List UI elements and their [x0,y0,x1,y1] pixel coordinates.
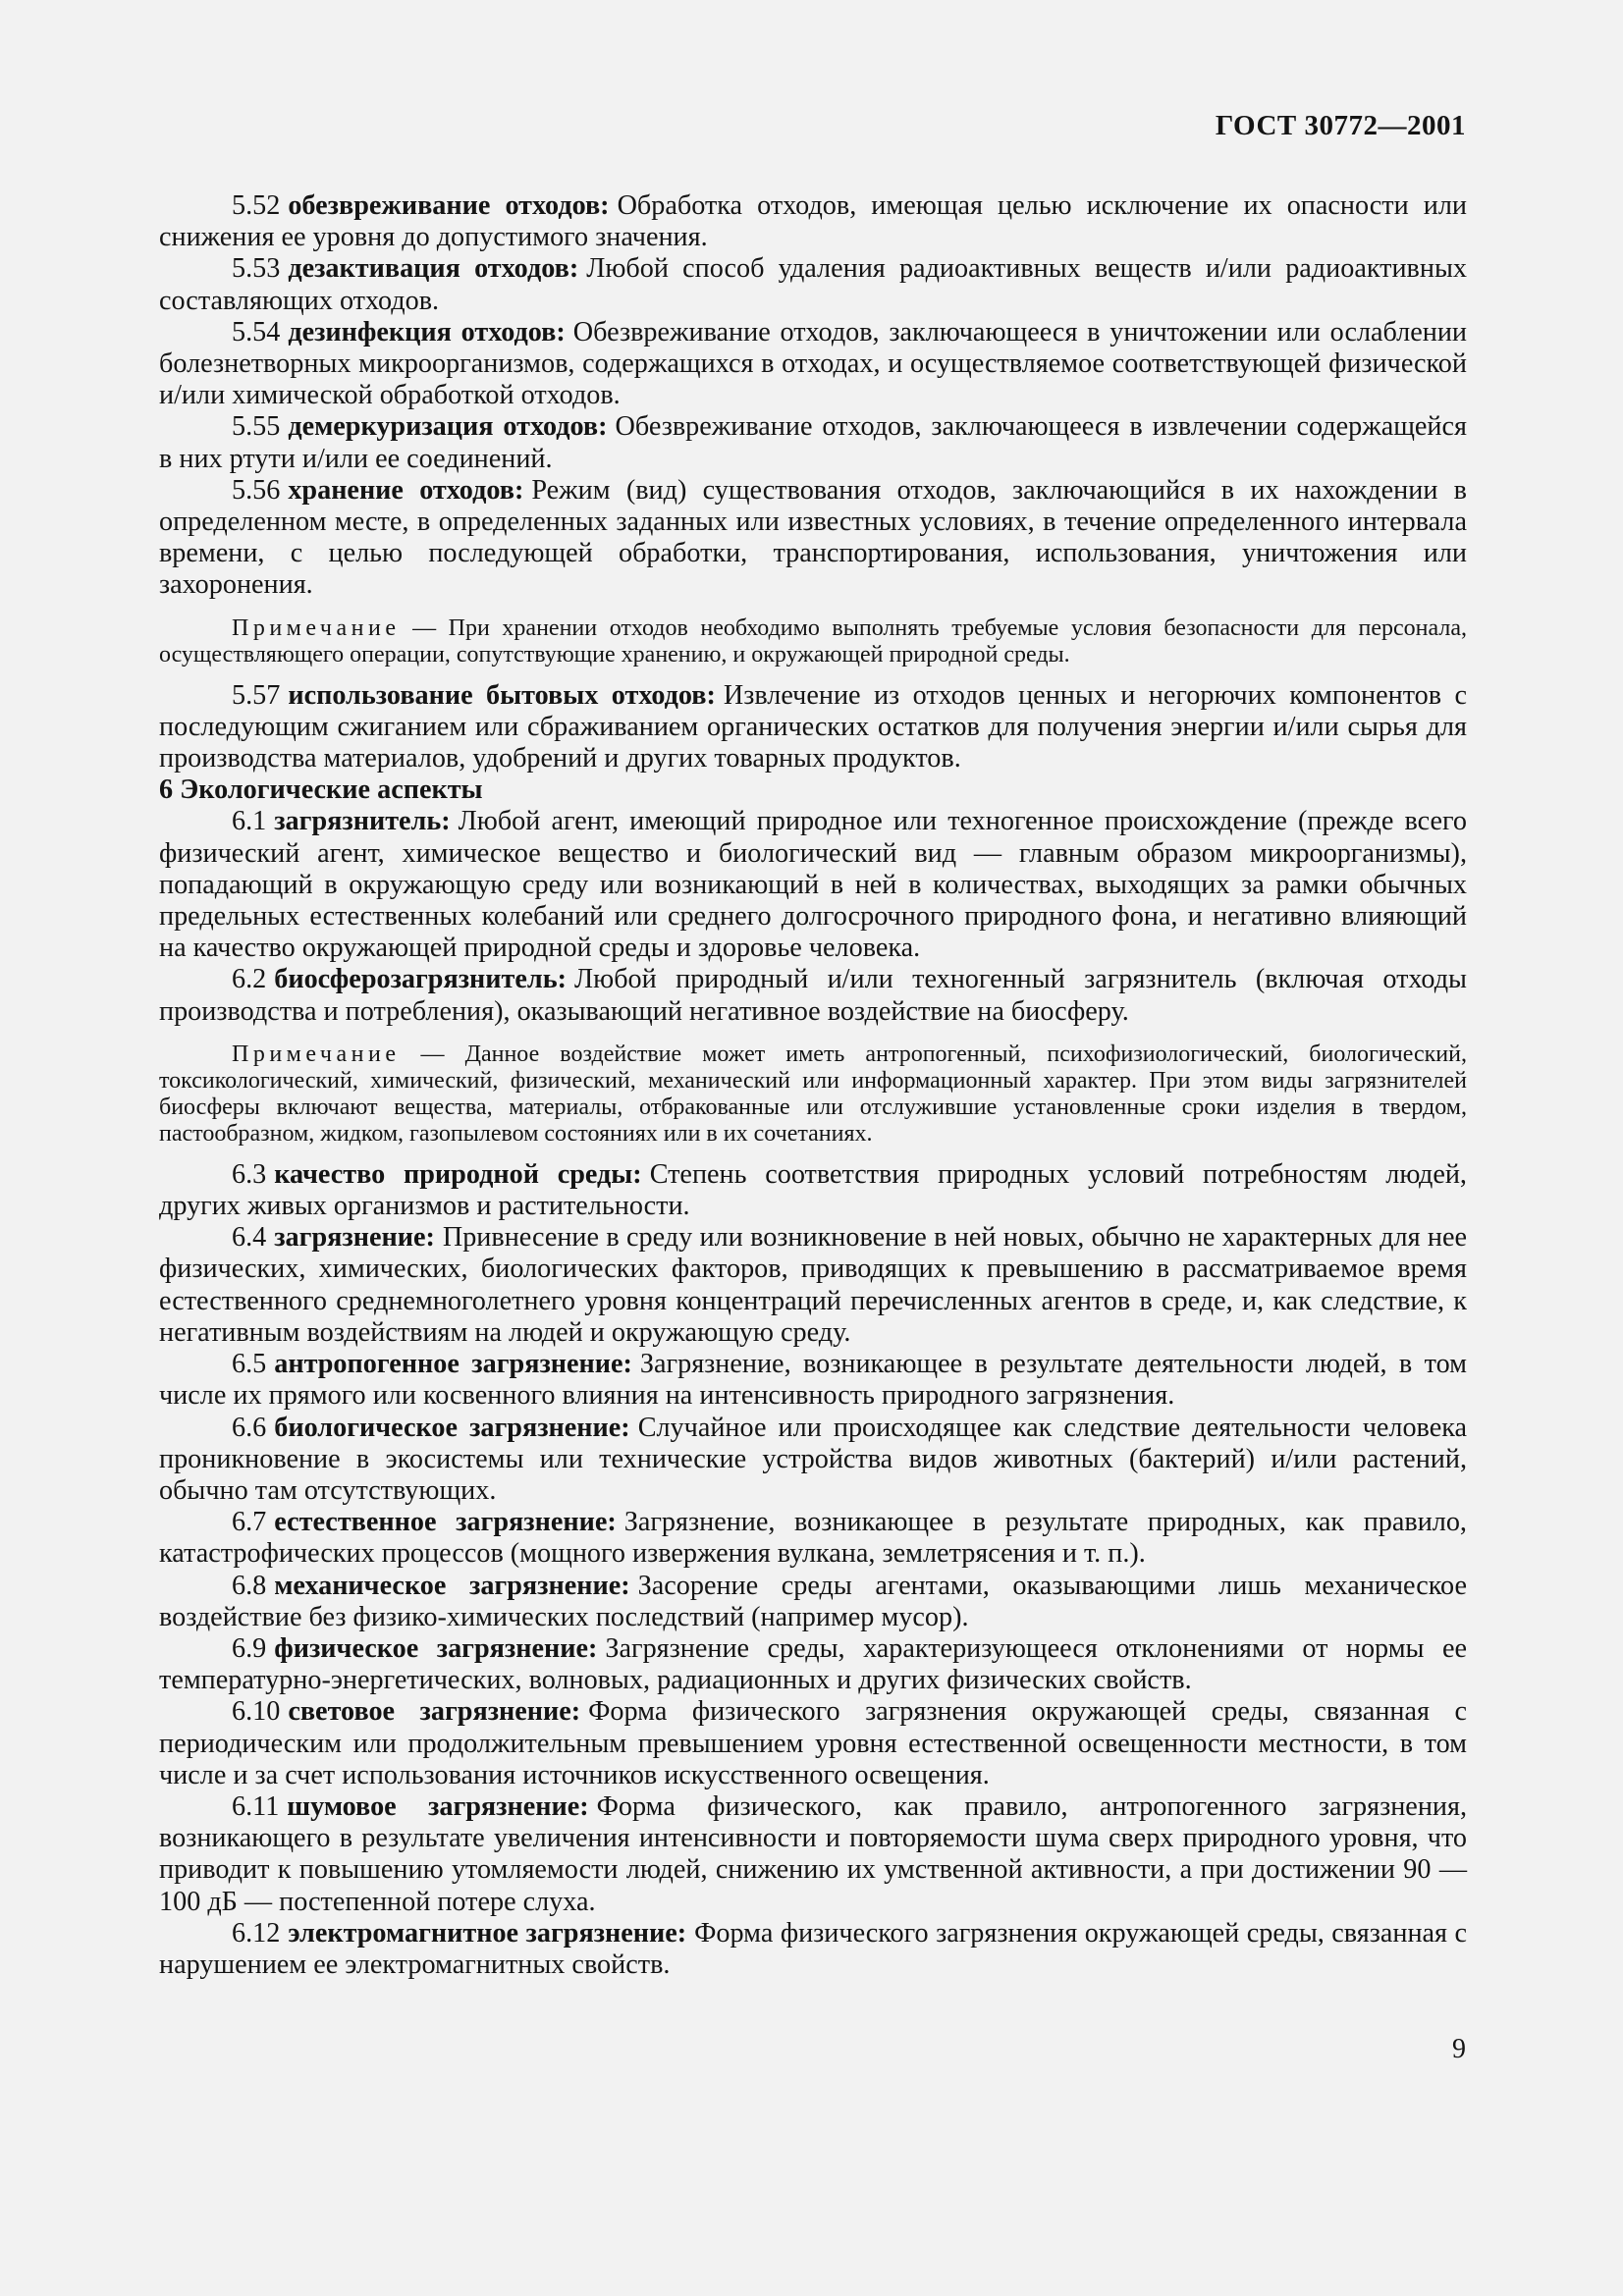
clause-number: 6.10 [232,1696,281,1728]
term-title: биологическое загрязнение: [274,1412,630,1443]
section-heading: 6 Экологические аспекты [159,774,483,806]
term-paragraph [159,1571,1467,1633]
note-text: — При хранении отходов необходимо выполнять требуемые условия безопасности для персонала, осуществляющего операции, сопутствующие хранению, и окружающей природной среды. [159,614,1467,667]
term-title: биосферозагрязнитель: [274,964,568,995]
clause-number: 6.11 [232,1790,280,1822]
note-text: — Данное воздействие может иметь антропогенный, психофизиологический, биологический, токсикологический, химический, физический, механический или информационный характер. При этом виды загрязнителей биосферы включают вещества, материалы, отбракованные или отслужившие установленные сроки изделия в твердом, пастообразном, жидком, газопылевом состояниях или в их сочетаниях. [159,1041,1467,1147]
term-paragraph [159,1507,1467,1570]
term-paragraph [159,475,1467,602]
term-definition: Засорение среды агентами, оказывающими лишь механическое воздействие без физико-химических последствий (например мусор). [159,1570,1467,1632]
term-title: качество природной среды: [274,1158,642,1190]
clause-number: 6.8 [232,1570,267,1601]
term-title: дезактивация отходов: [288,253,579,285]
clause-number: 5.57 [232,679,281,711]
clause-number: 5.56 [232,474,281,506]
term-paragraph [159,1633,1467,1696]
clause-number: 6.7 [232,1507,267,1538]
clause-number: 6.5 [232,1349,267,1380]
term-paragraph [159,1222,1467,1349]
term-paragraph [159,806,1467,964]
term-title: электромагнитное загрязнение: [288,1917,687,1949]
term-definition: Привнесение в среду или возникновение в ней новых, обычно не характерных для нее физических, химических, биологических факторов, приводящих к превышению в рассматриваемое время естественного среднемноголетнего уровня концентраций перечисленных агентов в среде, и, как следствие, к негативным воздействиям на людей и окружающую среду. [159,1222,1467,1348]
term-title: механическое загрязнение: [274,1570,630,1601]
term-title: хранение отходов: [288,474,524,506]
note-label: Примечание [232,614,401,641]
clause-number: 6.4 [232,1222,267,1254]
term-paragraph [159,190,1467,253]
document-code-header: ГОСТ 30772—2001 [1215,110,1466,141]
term-definition: Загрязнение, возникающее в результате природных, как правило, катастрофических процессов (мощного извержения вулкана, землетрясения и т. п.). [159,1507,1467,1570]
term-paragraph [159,317,1467,412]
term-definition: Извлечение из отходов ценных и негорючих компонентов с последующим сжиганием или сбраживанием органических остатков для получения энергии и/или сырья для производства материалов, удобрений и других товарных продуктов. [159,679,1467,774]
clause-number: 6.12 [232,1917,281,1949]
term-definition: Форма физического загрязнения окружающей среды, связанная с периодическим или продолжительным превышением уровня естественной освещенности местности, в том числе и за счет использования источников искусственного освещения. [159,1696,1467,1790]
term-definition: Любой природный и/или техногенный загрязнитель (включая отходы производства и потребления), оказывающий негативное воздействие на биосферу. [159,964,1467,1027]
term-paragraph [159,1159,1467,1222]
note-label: Примечание [232,1041,401,1067]
term-paragraph [159,411,1467,474]
clause-number: 6.1 [232,806,267,837]
term-title: шумовое загрязнение: [287,1790,589,1822]
page-number: 9 [1452,2034,1466,2064]
term-title: естественное загрязнение: [274,1507,617,1538]
clause-number: 6.9 [232,1632,267,1664]
term-paragraph [159,1413,1467,1508]
term-definition: Форма физического, как правило, антропогенного загрязнения, возникающего в результате увеличения интенсивности и повторяемости шума сверх природного уровня, что приводит к повышению утомляемости людей, снижению их умственной активности, а при достижении 90 — 100 дБ — постепенной потере слуха. [159,1790,1467,1917]
term-title: использование бытовых отходов: [288,679,716,711]
term-paragraph [159,964,1467,1027]
term-definition: Загрязнение, возникающее в результате деятельности людей, в том числе их прямого или косвенного влияния на интенсивность природного загрязнения. [159,1349,1467,1412]
term-definition: Степень соответствия природных условий потребностям людей, других живых организмов и растительности. [159,1158,1467,1222]
document-body [159,190,1467,1981]
clause-number: 6.2 [232,964,267,995]
term-title: дезинфекция отходов: [288,316,566,347]
clause-number: 5.53 [232,253,281,285]
term-definition: Форма физического загрязнения окружающей среды, связанная с нарушением ее электромагнитных свойств. [159,1917,1467,1980]
term-paragraph [159,680,1467,775]
term-definition: Режим (вид) существования отходов, заключающийся в их нахождении в определенном месте, в определенных заданных или известных условиях, в течение определенного интервала времени, с целью последующей обработки, транспортирования, использования, уничтожения или захоронения. [159,474,1467,601]
clause-number: 5.55 [232,411,281,443]
clause-number: 6.6 [232,1412,267,1443]
note-paragraph [159,615,1467,668]
term-title: загрязнение: [274,1222,435,1254]
clause-number: 5.54 [232,316,281,347]
term-definition: Обработка отходов, имеющая целью исключение их опасности или снижения ее уровня до допустимого значения. [159,190,1467,253]
term-title: физическое загрязнение: [274,1632,598,1664]
term-paragraph [159,253,1467,316]
term-definition: Случайное или происходящее как следствие деятельности человека проникновение в экосистемы или технические устройства видов животных (бактерий) и/или растений, обычно там отсутствующих. [159,1412,1467,1506]
term-paragraph [159,1696,1467,1791]
term-paragraph [159,1918,1467,1981]
term-title: антропогенное загрязнение: [274,1349,632,1380]
term-paragraph [159,1791,1467,1918]
clause-number: 6.3 [232,1158,267,1190]
term-definition: Обезвреживание отходов, заключающееся в извлечении содержащейся в них ртути и/или ее соединений. [159,411,1467,474]
term-definition: Любой агент, имеющий природное или техногенное происхождение (прежде всего физический агент, химическое вещество и биологический вид — главным образом микроорганизмы), попадающий в окружающую среду или возникающий в ней в количествах, выходящих за рамки обычных предельных естественных колебаний или среднего долгосрочного природного фона, и негативно влияющий на качество окружающей природной среды и здоровье человека. [159,806,1467,964]
term-definition: Обезвреживание отходов, заключающееся в уничтожении или ослаблении болезнетворных микроорганизмов, содержащихся в отходах, и осуществляемое соответствующей физической и/или химической обработкой отходов. [159,316,1468,411]
term-title: демеркуризация отходов: [288,411,608,443]
term-paragraph [159,1349,1467,1412]
term-definition: Загрязнение среды, характеризующееся отклонениями от нормы ее температурно-энергетических, волновых, радиационных и других физических свойств. [159,1632,1467,1696]
note-paragraph [159,1041,1467,1148]
term-title: обезвреживание отходов: [288,190,610,221]
term-title: световое загрязнение: [288,1696,581,1728]
term-definition: Любой способ удаления радиоактивных веществ и/или радиоактивных составляющих отходов. [159,253,1467,316]
clause-number: 5.52 [232,190,281,221]
term-title: загрязнитель: [274,806,451,837]
